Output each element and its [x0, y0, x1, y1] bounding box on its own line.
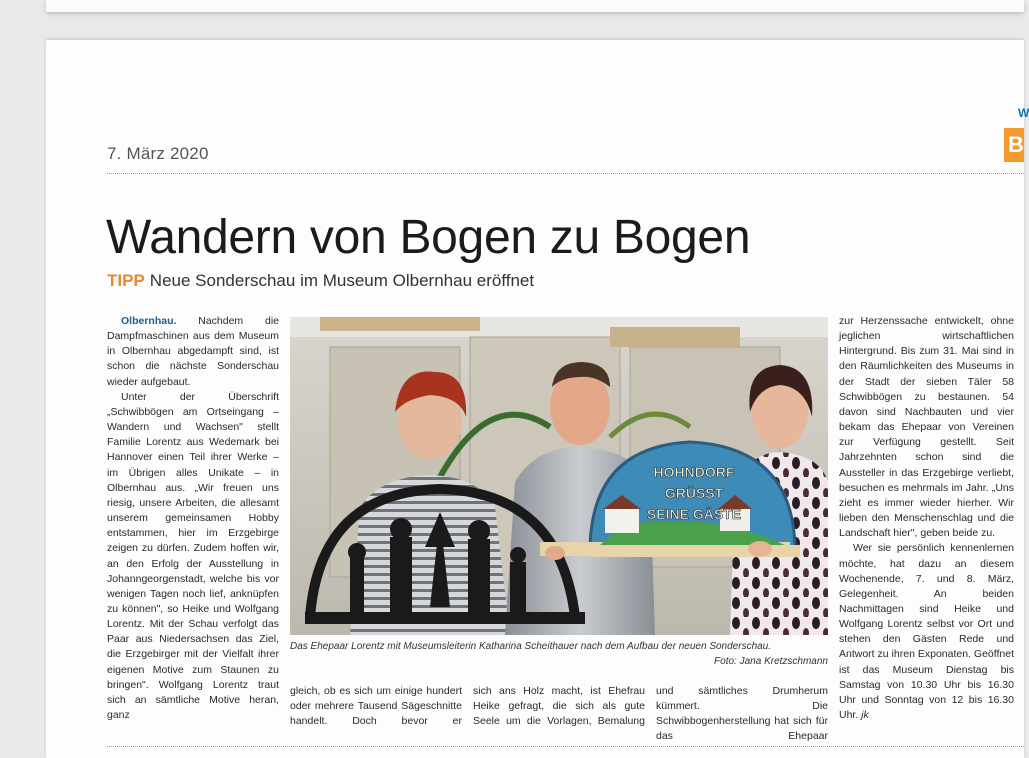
photo-credit: Foto: Jana Kretzschmann: [714, 656, 828, 667]
paragraph: Unter der Überschrift „Schwibbögen am Ortseingang – Wandern und Wachsen" stellt Familie Lorentz aus Wedemark bei Hannover einen Teil ihrer Werke – im Übrigen alles Unikate – in Olbernhau aus. „Wir freuen uns riesig, unsere Arbeiten, die allesamt unserem gemeinsamen Hobby entstammen, hier im Erzgebirge zeigen zu dürfen. Zudem hoffen wir, an den Erfolg der Ausstellung in Johanngeorgenstadt, welche bis vor wenigen Tagen noch lief, anknüpfen zu können", so Heike und Wolfgang Lorentz. Mit der Schau verfolgt das Paar aus Niedersachsen das Ziel, die Erzgebirger mit der Vielfalt ihrer eigenen Motive zum Staunen zu bringen". Wolfgang Lorentz traut sich an sämtliche Motive heran, ganz: [107, 390, 279, 722]
article-column-3: sich ans Holz macht, ist Ehefrau Heike gefragt, die sich als gute Seele um die Vorlagen, Bemalung: [473, 685, 645, 728]
article-headline: Wandern von Bogen zu Bogen: [106, 211, 751, 264]
article-column-2: gleich, ob es sich um einige hundert oder mehrere Tausend Sägeschnitte handelt. Doch bevor er: [290, 685, 462, 728]
sign-line-2: GRÜSST: [664, 485, 724, 501]
subheadline-text: Neue Sonderschau im Museum Olbernhau eröffnet: [149, 271, 535, 290]
paragraph: zur Herzenssache entwickelt, ohne jeglichen wirtschaftlichen Hintergrund. Bis zum 31. Mai sind in den Räumlichkeiten des Museums in der Stadt der sieben Täler 58 Schwibbögen zu bestaunen. 54 davon sind Nachbauten und vier bekam das Ehepaar von Vereinen zur Verfügung gestellt. Seit Jahrzehnten schon sind die Aussteller in das Erzgebirge verliebt, besuchen es mehrmals im Jahr. „Uns zieht es immer wieder hierher. Wir lieben den Menschenschlag und die Landschaft hier", geben beide zu.: [839, 315, 1014, 540]
paragraph: [107, 314, 279, 390]
sign-line-1: HOHNDORF: [653, 464, 735, 480]
article-photo: [290, 317, 828, 635]
article-column-1: [107, 314, 279, 723]
paragraph: [839, 541, 1014, 723]
photo-caption: Das Ehepaar Lorentz mit Museumsleiterin Katharina Scheithauer nach dem Aufbau der neuen Sonderschau.: [290, 641, 772, 652]
photo-illustration: [290, 317, 828, 635]
article-column-4: und sämtliches Drumherum kümmert. Die Schwibbogenherstellung hat sich für das Ehepaar: [656, 685, 828, 743]
bottom-divider: [107, 746, 1024, 747]
cropped-edge-badge: B: [1004, 128, 1024, 162]
tipp-label: TIPP: [107, 271, 145, 290]
previous-page-edge: [46, 0, 1024, 12]
photo-caption-block: [290, 639, 828, 669]
paragraph-text: Wer sie persönlich kennenlernen möchte, hat dazu an diesem Wochenende, 7. und 8. März, Gelegenheit. An beiden Nachmittagen sind Heike und Wolfgang Lorentz selbst vor Ort und stehen den Gästen Rede und Antwort zu ihren Exponaten. Geöffnet ist das Museum Dienstag bis Samstag von 10.30 Uhr bis 16.30 Uhr und Sonntag von 12 bis 16.30 Uhr.: [839, 542, 1014, 722]
article-column-5: [839, 314, 1014, 723]
top-divider: [107, 173, 1024, 174]
cropped-edge-letter: W: [1018, 106, 1029, 120]
paragraph-text: Nachdem die Dampfmaschinen aus dem Museum in Olbernhau abgedampft sind, ist schon die nächste Sonderschau wieder aufgebaut.: [107, 315, 279, 388]
article-date: 7. März 2020: [107, 144, 209, 163]
article-subheadline: [107, 271, 534, 291]
author-initials: jk: [861, 709, 869, 722]
sign-line-3: SEINE GÄSTE: [646, 506, 742, 522]
dateline-location: Olbernhau.: [121, 315, 177, 327]
